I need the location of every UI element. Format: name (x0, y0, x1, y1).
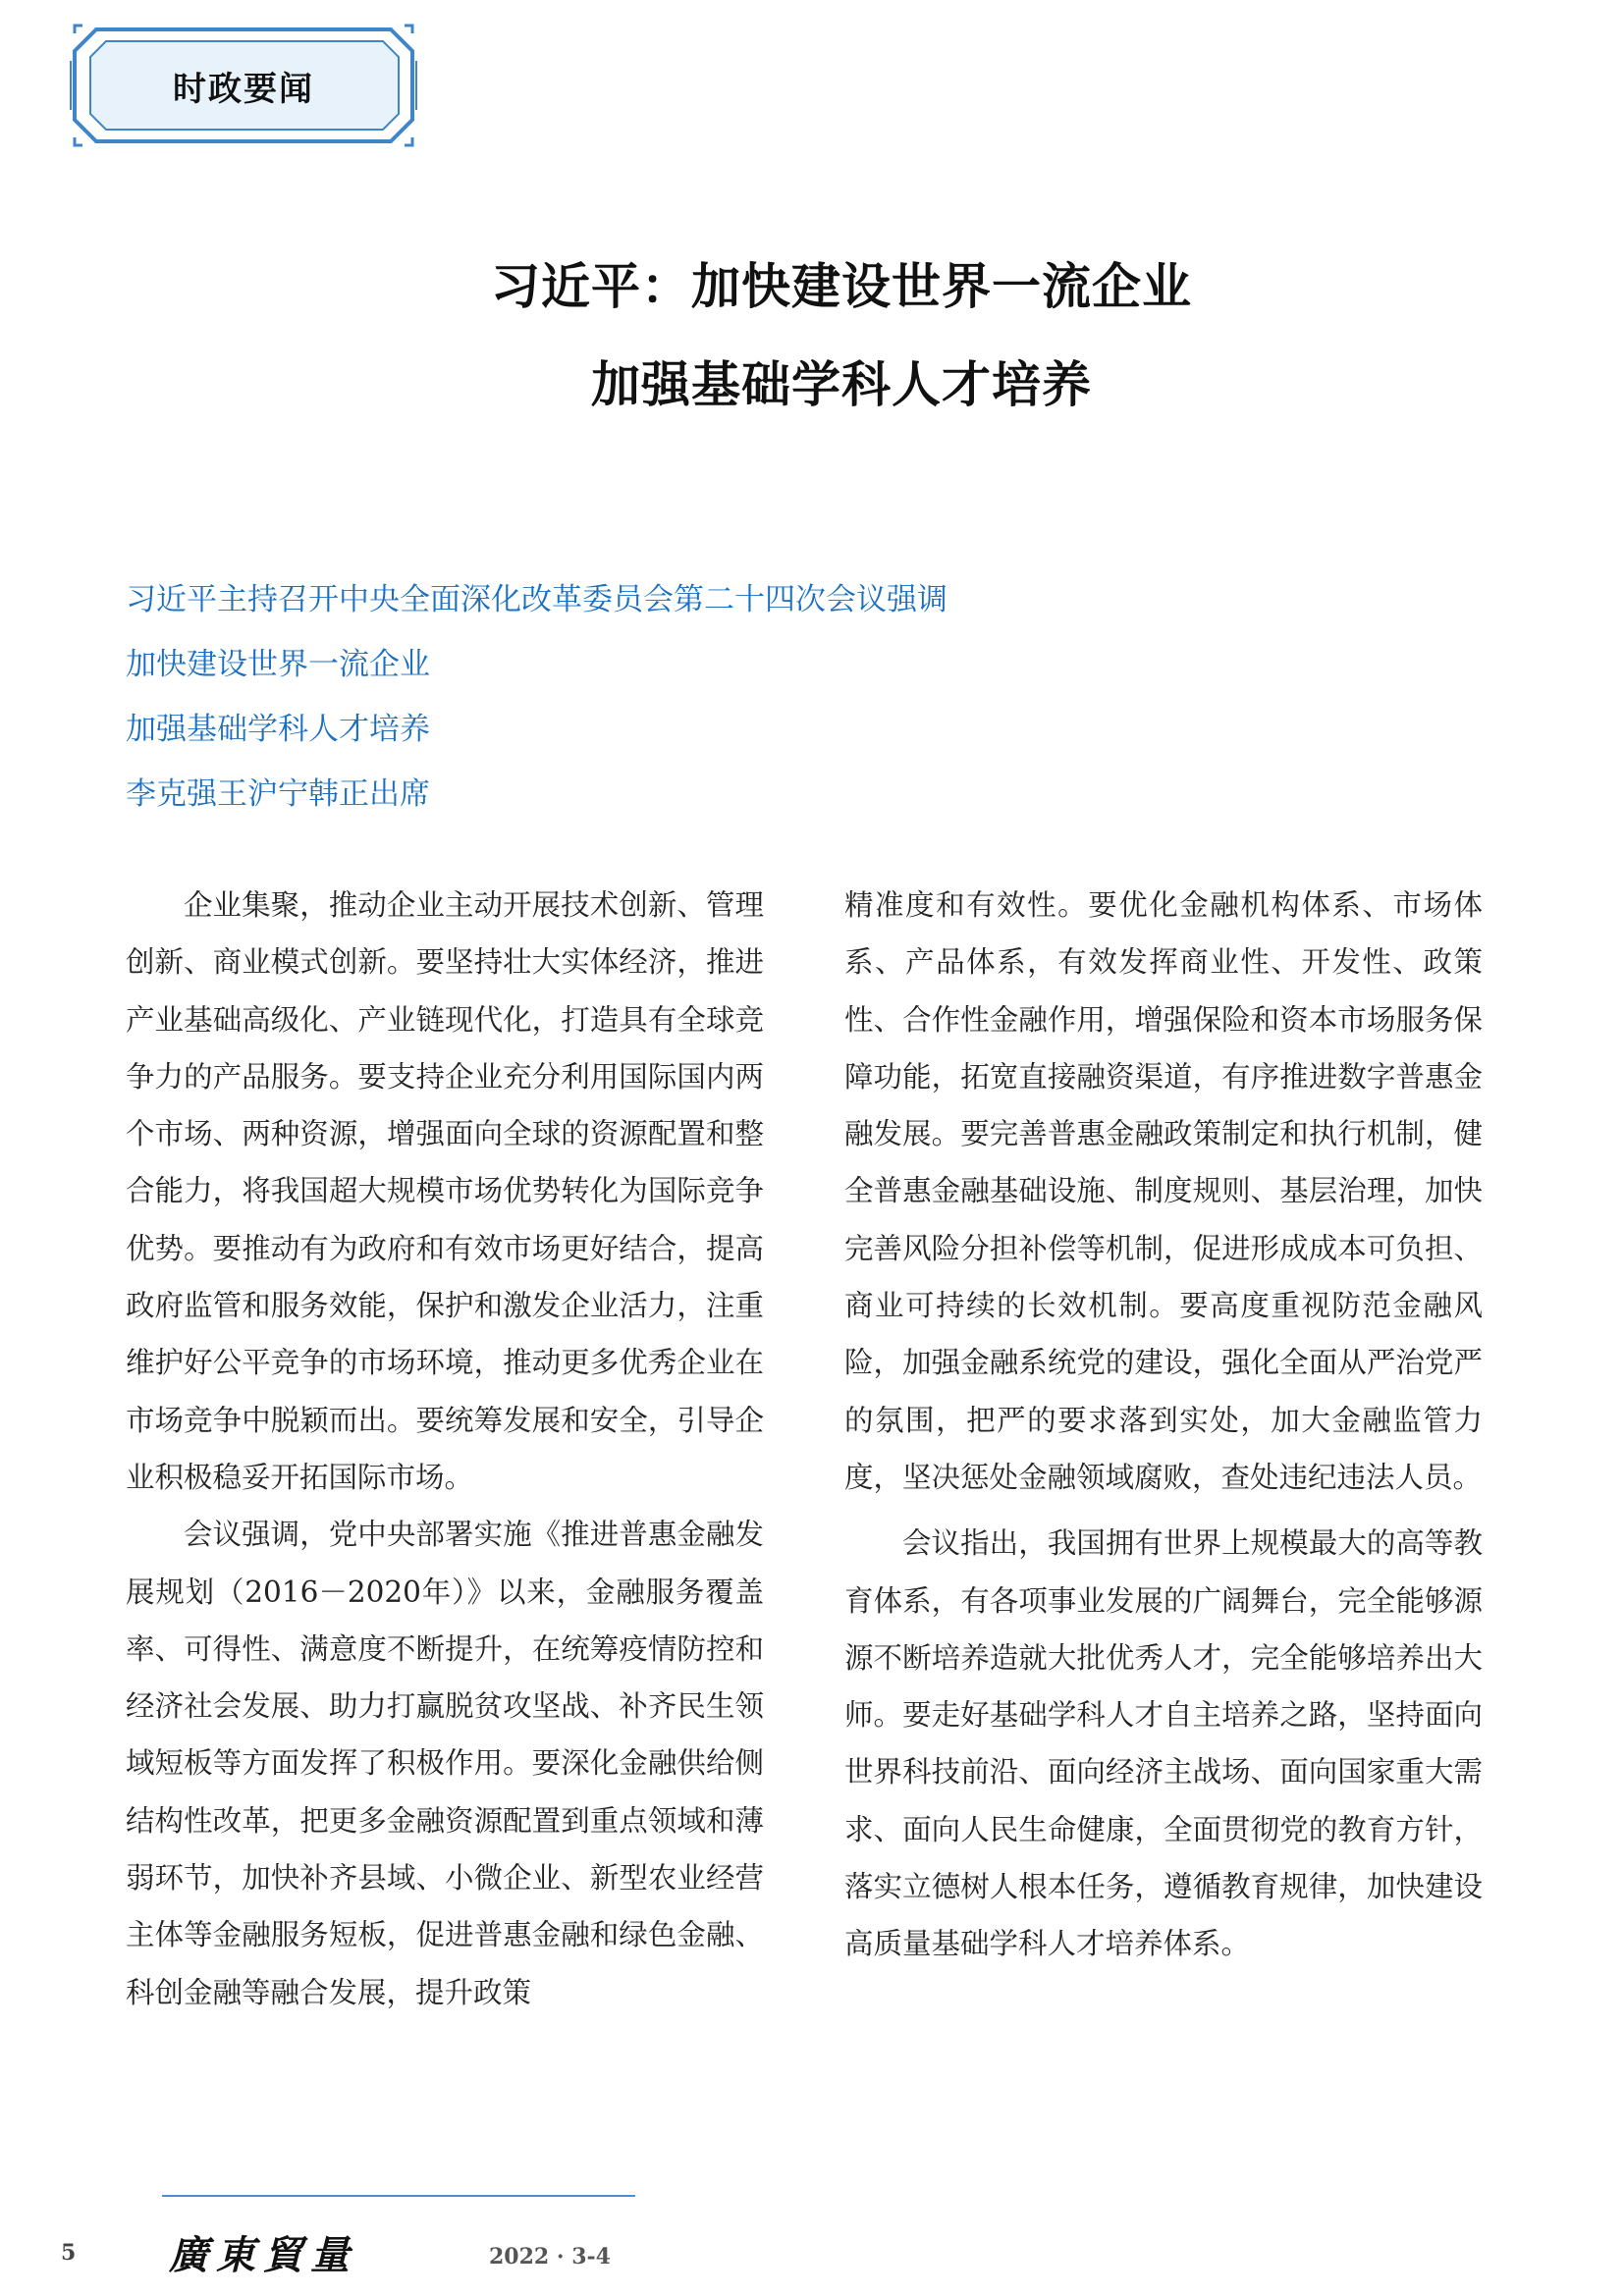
body-column-right (844, 877, 1483, 1973)
subhead-line: 习近平主持召开中央全面深化改革委员会第二十四次会议强调 (126, 582, 947, 617)
subhead-line: 加快建设世界一流企业 (126, 647, 430, 682)
issue-label: 2022 · 3-4 (489, 2244, 611, 2269)
subhead-line: 李克强王沪宁韩正出席 (126, 776, 430, 812)
body-paragraph: 会议指出，我国拥有世界上规模最大的高等教育体系，有各项事业发展的广阔舞台，完全能够源源不断培养造就大批优秀人才，完全能够培养出大师。要走好基础学科人才自主培养之路，坚持面向世界科技前沿、面向经济主战场、面向国家重大需求、面向人民生命健康，全面贯彻党的教育方针，落实立德树人根本任务，遵循教育规律，加快建设高质量基础学科人才培养体系。 (844, 1526, 1483, 1961)
article-title-line-1: 习近平：加快建设世界一流企业 (491, 258, 1192, 315)
magazine-name: 廣東貿量 (169, 2232, 357, 2278)
body-column-left (126, 877, 764, 2021)
body-paragraph: 企业集聚，推动企业主动开展技术创新、管理创新、商业模式创新。要坚持壮大实体经济，推进产业基础高级化、产业链现代化，打造具有全球竞争力的产品服务。要支持企业充分利用国际国内两个市场、两种资源，增强面向全球的资源配置和整合能力，将我国超大规模市场优势转化为国际竞争优势。要推动有为政府和有效市场更好结合，提高政府监管和服务效能，保护和激发企业活力，注重维护好公平竞争的市场环境，推动更多优秀企业在市场竞争中脱颖而出。要统筹发展和安全，引导企业积极稳妥开拓国际市场。 (126, 888, 764, 1494)
section-tab-label: 时政要闻 (173, 69, 314, 109)
article-subheads (126, 575, 947, 834)
footer-divider (162, 2195, 635, 2197)
article-title-line-2: 加强基础学科人才培养 (591, 356, 1092, 413)
section-tab (67, 22, 420, 149)
body-paragraph: 会议强调，党中央部署实施《推进普惠金融发展规划（2016－2020年）》以来，金融服务覆盖率、可得性、满意度不断提升，在统筹疫情防控和经济社会发展、助力打赢脱贫攻坚战、补齐民生领域短板等方面发挥了积极作用。要深化金融供给侧结构性改革，把更多金融资源配置到重点领域和薄弱环节，加快补齐县域、小微企业、新型农业经营主体等金融服务短板，促进普惠金融和绿色金融、科创金融等融合发展，提升政策 (126, 1518, 764, 2009)
page-number: 5 (61, 2240, 77, 2266)
body-paragraph: 精准度和有效性。要优化金融机构体系、市场体系、产品体系，有效发挥商业性、开发性、政策性、合作性金融作用，增强保险和资本市场服务保障功能，拓宽直接融资渠道，有序推进数字普惠金融发展。要完善普惠金融政策制定和执行机制，健全普惠金融基础设施、制度规则、基层治理，加快完善风险分担补偿等机制，促进形成成本可负担、商业可持续的长效机制。要高度重视防范金融风险，加强金融系统党的建设，强化全面从严治党严的氛围，把严的要求落到实处，加大金融监管力度，坚决惩处金融领域腐败，查处违纪违法人员。 (844, 888, 1483, 1494)
subhead-line: 加强基础学科人才培养 (126, 712, 430, 747)
